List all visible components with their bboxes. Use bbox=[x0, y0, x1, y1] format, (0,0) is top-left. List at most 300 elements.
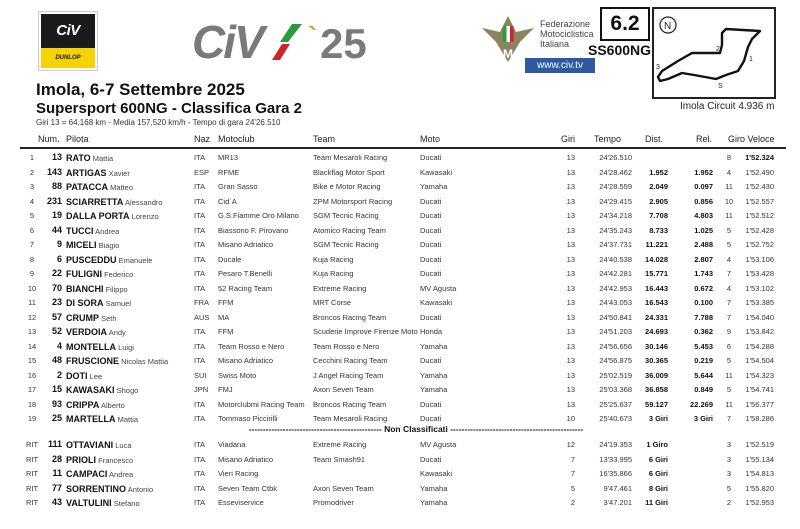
team: Team Rosso e Nero bbox=[313, 341, 380, 351]
fastest-lap: 1'52.512 bbox=[745, 211, 774, 220]
rider-firstname: Andrea bbox=[95, 226, 120, 236]
motoclub: Swiss Moto bbox=[218, 370, 257, 380]
col-header-naz: Naz bbox=[194, 134, 211, 144]
class-code: SS600NG bbox=[588, 42, 652, 58]
position: 2 bbox=[29, 167, 35, 177]
motoclub: 52 Racing Team bbox=[218, 283, 273, 293]
rider-name bbox=[66, 269, 133, 279]
rider-firstname: Nicolas Mattia bbox=[121, 357, 169, 366]
table-row bbox=[0, 340, 800, 354]
rider-name bbox=[66, 168, 130, 178]
gap-leader: 30.365 bbox=[645, 356, 668, 365]
rider-firstname: Shogo bbox=[116, 386, 139, 395]
fastest-lap: 1'52.557 bbox=[745, 196, 774, 206]
manufacturer: Ducati bbox=[420, 356, 442, 365]
best-lap-number: 4 bbox=[726, 254, 732, 264]
best-lap-number: 7 bbox=[726, 269, 732, 278]
motoclub: Tommaso Piccirilli bbox=[218, 414, 278, 423]
nationality: ITA bbox=[194, 196, 206, 206]
rider-surname: VERDOIA bbox=[66, 327, 108, 337]
nationality: ITA bbox=[194, 327, 206, 336]
fmi-logo bbox=[480, 12, 536, 64]
team: Promodriver bbox=[313, 498, 354, 507]
best-lap-number: 11 bbox=[725, 399, 733, 409]
manufacturer: Ducati bbox=[420, 153, 442, 162]
team: ZPM Motorsport Racing bbox=[313, 196, 393, 206]
best-lap-number: 3 bbox=[726, 454, 732, 464]
nationality: ITA bbox=[194, 153, 206, 162]
nationality: JPN bbox=[194, 385, 209, 394]
motoclub: FFM bbox=[218, 327, 234, 336]
table-row bbox=[0, 253, 800, 267]
motoclub: FMJ bbox=[218, 385, 233, 394]
fastest-lap: 1'52.490 bbox=[745, 167, 774, 177]
team: Extreme Racing bbox=[313, 283, 367, 293]
race-time: 24'43.053 bbox=[599, 298, 632, 307]
motoclub: Vieri Racing bbox=[218, 469, 259, 478]
position: 15 bbox=[27, 356, 37, 365]
best-lap-number: 7 bbox=[726, 414, 732, 423]
race-number: 43 bbox=[51, 497, 62, 507]
gap-previous: 7.788 bbox=[694, 312, 713, 322]
fmi-name bbox=[540, 19, 594, 49]
gap-leader: 3 Giri bbox=[648, 414, 668, 423]
gap-previous: 1.025 bbox=[694, 225, 713, 235]
rider-surname: SORRENTINO bbox=[66, 483, 127, 494]
best-lap-number: 9 bbox=[726, 327, 732, 336]
rider-surname: KAWASAKI bbox=[66, 385, 115, 395]
best-lap-number: 11 bbox=[725, 370, 733, 380]
position: 16 bbox=[27, 370, 37, 380]
rider-name bbox=[66, 498, 140, 508]
race-number: 4 bbox=[56, 340, 62, 351]
fastest-lap: 1'52.430 bbox=[745, 182, 774, 191]
gap-previous: 2.488 bbox=[694, 240, 713, 249]
svg-text:CiV: CiV bbox=[192, 18, 263, 66]
team: Atomico Racing Team bbox=[313, 225, 386, 235]
fastest-lap: 1'53.842 bbox=[745, 327, 774, 336]
gap-leader: 7.708 bbox=[649, 211, 668, 220]
rider-name bbox=[66, 226, 119, 236]
best-lap-number: 10 bbox=[724, 196, 734, 206]
fastest-lap: 1'52.752 bbox=[745, 240, 774, 249]
position: RIT bbox=[25, 454, 39, 464]
manufacturer: Ducati bbox=[420, 211, 442, 220]
best-lap-number: 7 bbox=[726, 298, 732, 307]
race-time: 25'03.368 bbox=[599, 385, 632, 394]
col-header-rel: Rel. bbox=[696, 134, 713, 144]
nationality: ITA bbox=[194, 225, 206, 235]
manufacturer: Yamaha bbox=[420, 370, 448, 380]
team: SGM Tecnic Racing bbox=[313, 211, 379, 220]
manufacturer: Ducati bbox=[420, 414, 442, 423]
fmi-name-line: Motociclistica bbox=[540, 29, 594, 39]
position: 5 bbox=[29, 211, 35, 220]
gap-leader: 59.127 bbox=[645, 399, 668, 409]
gap-previous: 5.644 bbox=[694, 370, 713, 380]
team: Extreme Racing bbox=[313, 440, 367, 449]
team: Kuja Racing bbox=[313, 254, 354, 264]
rider-surname: BIANCHI bbox=[66, 283, 104, 294]
race-number: 44 bbox=[51, 224, 62, 235]
manufacturer: Yamaha bbox=[420, 498, 448, 507]
fastest-lap: 1'55.134 bbox=[745, 454, 774, 464]
table-row bbox=[0, 383, 800, 397]
rider-name bbox=[66, 313, 117, 323]
race-time: 9'47.461 bbox=[603, 483, 632, 493]
race-title: Supersport 600NG - Classifica Gara 2 bbox=[36, 100, 302, 117]
rider-firstname: Federico bbox=[104, 270, 134, 279]
table-row bbox=[0, 267, 800, 281]
gap-leader: 16.543 bbox=[645, 298, 668, 307]
team: Cecchini Racing Team bbox=[313, 356, 388, 365]
best-lap-number: 11 bbox=[725, 182, 733, 191]
gap-previous: 2.807 bbox=[694, 254, 713, 264]
motoclub: RFME bbox=[218, 167, 240, 177]
motoclub: G.S.Fiamme Oro Milano bbox=[218, 211, 299, 220]
fastest-lap: 1'54.813 bbox=[745, 469, 774, 478]
fastest-lap: 1'58.286 bbox=[745, 414, 774, 423]
motoclub: Seven Team Ctbk bbox=[218, 483, 278, 493]
track-label-start: S bbox=[718, 83, 723, 90]
website-link[interactable]: www.civ.tv bbox=[525, 58, 595, 73]
position: RIT bbox=[25, 483, 39, 493]
rider-firstname: Lee bbox=[89, 371, 103, 381]
manufacturer: Yamaha bbox=[420, 182, 448, 191]
race-number: 28 bbox=[51, 453, 62, 464]
nationality: ITA bbox=[194, 182, 206, 191]
gap-previous: 0.672 bbox=[694, 283, 713, 293]
rider-firstname: Andy bbox=[108, 328, 126, 337]
race-time: 24'29.415 bbox=[599, 196, 632, 206]
rider-name bbox=[66, 284, 128, 294]
race-time: 24'34.218 bbox=[599, 211, 632, 220]
laps: 13 bbox=[566, 240, 575, 249]
best-lap-number: 3 bbox=[726, 469, 732, 478]
gap-previous: 0.362 bbox=[694, 327, 713, 336]
fastest-lap: 1'54.323 bbox=[745, 370, 774, 380]
nationality: ITA bbox=[194, 211, 206, 220]
race-time: 24'37.731 bbox=[599, 240, 632, 249]
table-row bbox=[0, 482, 800, 496]
gap-leader: 6 Giri bbox=[648, 469, 668, 478]
fastest-lap: 1'53.102 bbox=[745, 283, 774, 293]
motoclub: Gran Sasso bbox=[218, 182, 258, 191]
gap-previous: 22.269 bbox=[690, 399, 713, 409]
race-number: 57 bbox=[51, 311, 62, 322]
position: RIT bbox=[25, 440, 39, 449]
manufacturer: Ducati bbox=[420, 312, 442, 322]
table-row bbox=[0, 354, 800, 368]
position: 9 bbox=[29, 269, 35, 278]
rider-name bbox=[66, 197, 163, 207]
col-header-giro-veloce: Giro Veloce bbox=[728, 134, 775, 144]
rider-surname: SCIARRETTA bbox=[66, 196, 124, 207]
team: Bike e Motor Racing bbox=[313, 182, 381, 191]
motoclub: Misano Adriatico bbox=[218, 356, 274, 365]
table-row bbox=[0, 496, 800, 510]
gap-leader: 16.443 bbox=[645, 283, 668, 293]
manufacturer: Honda bbox=[420, 327, 443, 336]
race-number: 77 bbox=[51, 482, 62, 493]
gap-leader: 2.905 bbox=[649, 196, 668, 206]
position: 6 bbox=[29, 225, 35, 235]
gap-leader: 11 Giri bbox=[645, 498, 668, 507]
rider-surname: DOTI bbox=[66, 370, 88, 381]
rider-firstname: Emanuele bbox=[118, 255, 153, 265]
table-row bbox=[0, 325, 800, 339]
nationality: ITA bbox=[194, 269, 206, 278]
nationality: ITA bbox=[194, 356, 206, 365]
motoclub: MR13 bbox=[218, 153, 239, 162]
gap-previous: 0.856 bbox=[694, 196, 713, 206]
table-row bbox=[0, 398, 800, 412]
team: Blackflag Motor Sport bbox=[313, 167, 385, 177]
rider-surname: FULIGNI bbox=[66, 269, 102, 279]
race-time: 24'42.281 bbox=[599, 269, 632, 278]
race-number: 111 bbox=[47, 439, 62, 449]
table-row bbox=[0, 195, 800, 209]
laps: 12 bbox=[566, 440, 575, 449]
col-header-giri: Giri bbox=[561, 134, 575, 144]
race-time: 24'26.510 bbox=[599, 153, 632, 162]
race-time: 13'33.995 bbox=[599, 454, 632, 464]
laps: 13 bbox=[566, 211, 575, 220]
motoclub: Misano Adriatico bbox=[218, 240, 274, 249]
fastest-lap: 1'53.106 bbox=[745, 254, 774, 264]
motoclub: Misano Adriatico bbox=[218, 454, 274, 464]
race-number: 13 bbox=[51, 152, 62, 162]
fastest-lap: 1'52.519 bbox=[745, 440, 774, 449]
manufacturer: Yamaha bbox=[420, 483, 448, 493]
rider-surname: VALTULINI bbox=[66, 498, 112, 508]
nationality: ITA bbox=[194, 440, 206, 449]
manufacturer: Ducati bbox=[420, 240, 442, 249]
position: 7 bbox=[29, 240, 35, 249]
gap-previous: 1.952 bbox=[694, 167, 713, 177]
gap-previous: 4.803 bbox=[694, 211, 713, 220]
table-row bbox=[0, 151, 800, 165]
document-version: 6.2 bbox=[600, 7, 650, 41]
best-lap-number: 5 bbox=[726, 483, 732, 493]
gap-leader: 36.009 bbox=[645, 370, 668, 380]
rider-firstname: Mattia bbox=[92, 154, 114, 163]
table-row bbox=[0, 238, 800, 252]
laps: 13 bbox=[566, 196, 575, 206]
rider-name bbox=[66, 455, 133, 465]
svg-text:I: I bbox=[520, 39, 524, 53]
race-info: Giri 13 = 64,168 km - Media 157,520 km/h - Tempo di gara 24'26.510 bbox=[36, 118, 281, 127]
track-label-turn2: 2 bbox=[716, 46, 720, 53]
race-time: 24'56.875 bbox=[599, 356, 632, 365]
col-header-num: Num. bbox=[38, 134, 60, 144]
nationality: ITA bbox=[194, 240, 206, 249]
race-number: 25 bbox=[51, 413, 62, 423]
rider-name bbox=[66, 327, 126, 337]
race-number: 70 bbox=[51, 282, 62, 293]
rider-firstname: Lorenzo bbox=[131, 212, 159, 221]
race-number: 52 bbox=[51, 326, 62, 336]
best-lap-number: 5 bbox=[726, 385, 732, 394]
race-number: 11 bbox=[52, 468, 62, 478]
team: Axon Seven Team bbox=[313, 385, 374, 394]
race-number: 231 bbox=[46, 195, 62, 206]
position: 8 bbox=[29, 254, 35, 264]
team: SGM Tecnic Racing bbox=[313, 240, 379, 249]
best-lap-number: 6 bbox=[726, 341, 732, 351]
circuit-info: Imola Circuit 4.936 m bbox=[680, 101, 775, 112]
gap-previous: 0.219 bbox=[694, 356, 713, 365]
rider-name bbox=[66, 356, 168, 366]
race-number: 22 bbox=[51, 268, 62, 278]
rider-name bbox=[66, 298, 131, 308]
best-lap-number: 7 bbox=[726, 312, 732, 322]
position: 1 bbox=[29, 153, 35, 162]
laps: 13 bbox=[566, 312, 575, 322]
position: 13 bbox=[27, 327, 37, 336]
motoclub: Pesaro T.Benelli bbox=[218, 269, 273, 278]
gap-leader: 15.771 bbox=[645, 269, 668, 278]
rider-firstname: Francesco bbox=[98, 455, 134, 465]
track-label-north: N bbox=[664, 21, 672, 32]
table-row bbox=[0, 453, 800, 467]
position: 10 bbox=[27, 283, 37, 293]
best-lap-number: 5 bbox=[726, 225, 732, 235]
race-time: 25'25.637 bbox=[599, 399, 632, 409]
rider-surname: MARTELLA bbox=[66, 414, 116, 424]
motoclub: Ducale bbox=[218, 254, 242, 264]
race-time: 24'56.656 bbox=[599, 341, 632, 351]
rider-firstname: Alessandro bbox=[125, 197, 163, 207]
manufacturer: MV Agusta bbox=[420, 283, 457, 293]
race-time: 24'19.353 bbox=[599, 440, 632, 449]
gap-previous: 1.743 bbox=[694, 269, 713, 278]
nationality: SUI bbox=[194, 370, 207, 380]
fastest-lap: 1'54.741 bbox=[745, 385, 774, 394]
track-label-turn1: 1 bbox=[749, 56, 753, 63]
gap-leader: 14.028 bbox=[645, 254, 668, 264]
nationality: ITA bbox=[194, 399, 206, 409]
rider-surname: ARTIGAS bbox=[66, 167, 107, 178]
gap-leader: 1.952 bbox=[649, 167, 668, 177]
best-lap-number: 5 bbox=[726, 240, 732, 249]
laps: 13 bbox=[566, 283, 575, 293]
position: 14 bbox=[27, 341, 37, 351]
nationality: ESP bbox=[194, 167, 210, 177]
laps: 13 bbox=[566, 356, 575, 365]
manufacturer: MV Agusta bbox=[420, 440, 457, 449]
fastest-lap: 1'52.324 bbox=[745, 153, 774, 162]
nationality: AUS bbox=[194, 312, 210, 322]
col-header-moto: Moto bbox=[420, 134, 441, 144]
gap-leader: 6 Giri bbox=[648, 454, 668, 464]
rider-name bbox=[66, 484, 153, 494]
track-label-turn3: 3 bbox=[656, 64, 660, 71]
fastest-lap: 1'56.377 bbox=[745, 399, 774, 409]
rider-name bbox=[66, 414, 138, 424]
table-row bbox=[0, 438, 800, 452]
race-time: 24'40.538 bbox=[599, 254, 632, 264]
table-row bbox=[0, 209, 800, 223]
nationality: ITA bbox=[194, 341, 206, 351]
gap-previous: 5.453 bbox=[694, 341, 713, 351]
laps: 13 bbox=[566, 167, 575, 177]
fastest-lap: 1'52.953 bbox=[745, 498, 774, 507]
gap-previous: 0.097 bbox=[694, 182, 713, 191]
race-time: 16'35.866 bbox=[599, 469, 632, 478]
laps: 13 bbox=[566, 298, 575, 307]
non-classified-separator: ----------------------------------------------- Non Classificati ----------------------------------------------- bbox=[248, 424, 584, 434]
race-number: 2 bbox=[56, 369, 62, 380]
manufacturer: Ducati bbox=[420, 269, 442, 278]
rider-firstname: Antonio bbox=[127, 484, 154, 494]
gap-previous: 0.849 bbox=[694, 385, 713, 394]
civ25-logo bbox=[192, 18, 407, 66]
position: 18 bbox=[27, 399, 37, 409]
laps: 13 bbox=[566, 225, 575, 235]
laps: 10 bbox=[566, 414, 575, 423]
nationality: ITA bbox=[194, 469, 206, 478]
rider-firstname: Luca bbox=[115, 441, 132, 450]
event-title: Imola, 6-7 Settembre 2025 bbox=[36, 80, 245, 99]
fastest-lap: 1'54.504 bbox=[745, 356, 774, 365]
motoclub: Team Rosso e Nero bbox=[218, 341, 285, 351]
rider-surname: CAMPACI bbox=[66, 469, 108, 479]
race-time: 24'35.243 bbox=[599, 225, 632, 235]
rider-surname: CRUMP bbox=[66, 312, 99, 323]
nationality: ITA bbox=[194, 483, 206, 493]
rider-name bbox=[66, 385, 138, 395]
laps: 13 bbox=[566, 182, 575, 191]
nationality: ITA bbox=[194, 454, 206, 464]
laps: 13 bbox=[566, 254, 575, 264]
rider-firstname: Andrea bbox=[109, 470, 134, 479]
race-number: 88 bbox=[51, 181, 62, 191]
laps: 13 bbox=[566, 370, 575, 380]
rider-surname: DI SORA bbox=[66, 298, 104, 308]
gap-leader: 2.049 bbox=[649, 182, 668, 191]
rider-firstname: Seth bbox=[101, 313, 117, 323]
table-row bbox=[0, 166, 800, 180]
rider-name bbox=[66, 371, 102, 381]
col-header-pilota: Pilota bbox=[66, 134, 89, 144]
gap-previous: 3 Giri bbox=[693, 414, 713, 423]
gap-leader: 1 Giro bbox=[646, 440, 668, 449]
manufacturer: Ducati bbox=[420, 196, 442, 206]
race-number: 93 bbox=[51, 398, 62, 409]
col-header-team: Team bbox=[313, 134, 336, 144]
position: 17 bbox=[27, 385, 37, 394]
rider-name bbox=[66, 153, 113, 163]
team: Team Mesaroli Racing bbox=[313, 153, 388, 162]
header-divider bbox=[20, 147, 786, 149]
rider-name bbox=[66, 182, 133, 192]
rider-surname: FRUSCIONE bbox=[66, 356, 120, 366]
rider-firstname: Filippo bbox=[105, 284, 128, 294]
fastest-lap: 1'53.428 bbox=[745, 269, 774, 278]
laps: 13 bbox=[566, 399, 575, 409]
team: Kuja Racing bbox=[313, 269, 354, 278]
laps: 13 bbox=[566, 153, 575, 162]
nationality: ITA bbox=[194, 254, 206, 264]
rider-name bbox=[66, 469, 133, 479]
rider-surname: PRIOLI bbox=[66, 454, 97, 465]
svg-text:F: F bbox=[489, 39, 497, 53]
best-lap-number: 4 bbox=[726, 167, 732, 177]
motoclub: FFM bbox=[218, 298, 234, 307]
manufacturer: Kawasaki bbox=[420, 469, 453, 478]
rider-firstname: Samuel bbox=[105, 299, 132, 308]
